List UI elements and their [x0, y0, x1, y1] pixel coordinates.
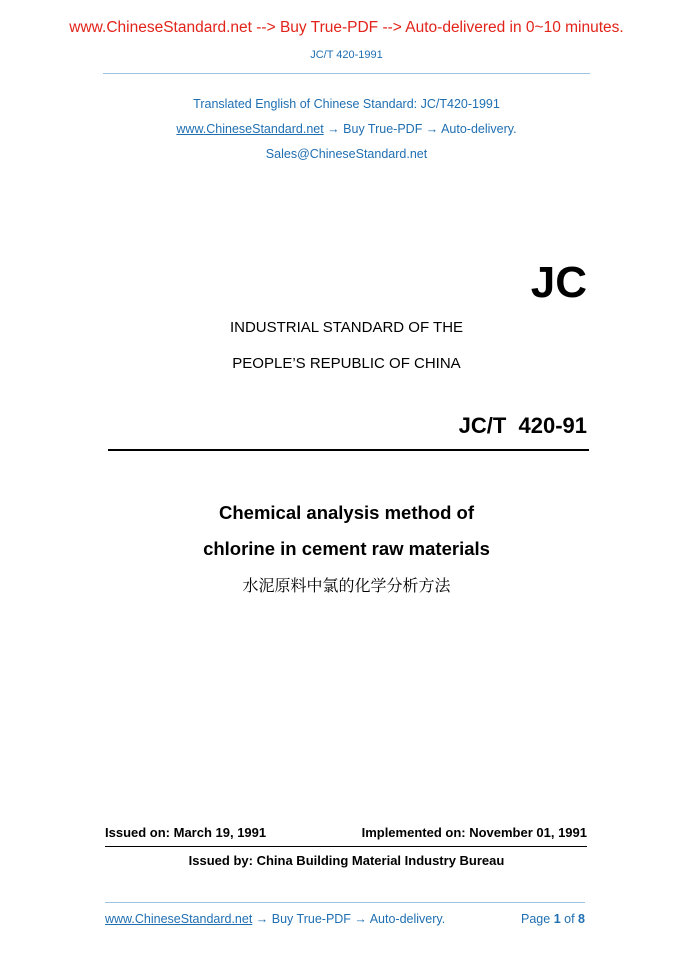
footer-divider [105, 902, 585, 903]
title-line-2: chlorine in cement raw materials [203, 538, 490, 559]
header-standard-number: JC/T 420-1991 [310, 49, 383, 61]
of-label: of [564, 912, 575, 926]
page-number: 1 [553, 912, 561, 926]
translation-note: Translated English of Chinese Standard: JC/T420-1991 [193, 97, 500, 111]
industry-line-2: PEOPLE’S REPUBLIC OF CHINA [232, 355, 461, 372]
top-banner[interactable]: www.ChineseStandard.net --> Buy True-PDF --> Auto-delivered in 0~10 minutes. [69, 19, 624, 36]
chinesestandard-link[interactable]: www.ChineseStandard.net [176, 122, 324, 136]
chinese-title: 水泥原料中氯的化学分析方法 [242, 576, 451, 595]
translation-links [0, 122, 693, 136]
header-divider [103, 73, 590, 74]
page-label: Page [521, 912, 551, 926]
industry-line-1: INDUSTRIAL STANDARD OF THE [229, 319, 464, 336]
dates-divider [105, 846, 587, 847]
sales-email[interactable]: Sales@ChineseStandard.net [265, 147, 428, 161]
issued-by: Issued by: China Building Material Industry Bureau [188, 853, 505, 868]
jc-mark: JC [530, 258, 587, 307]
footer-buy-text: → Buy True-PDF → Auto-delivery. [252, 912, 446, 926]
standard-code: JC/T 420-91 [458, 413, 587, 438]
implemented-date: Implemented on: November 01, 1991 [361, 825, 587, 840]
buy-auto-delivery-text: → Buy True-PDF → Auto-delivery. [323, 122, 517, 136]
title-line-1: Chemical analysis method of [219, 502, 474, 523]
page-indicator [521, 912, 585, 926]
footer-link[interactable]: www.ChineseStandard.net [105, 912, 253, 926]
issued-date: Issued on: March 19, 1991 [105, 825, 267, 840]
title-divider [108, 449, 589, 451]
page-total: 8 [578, 912, 585, 926]
